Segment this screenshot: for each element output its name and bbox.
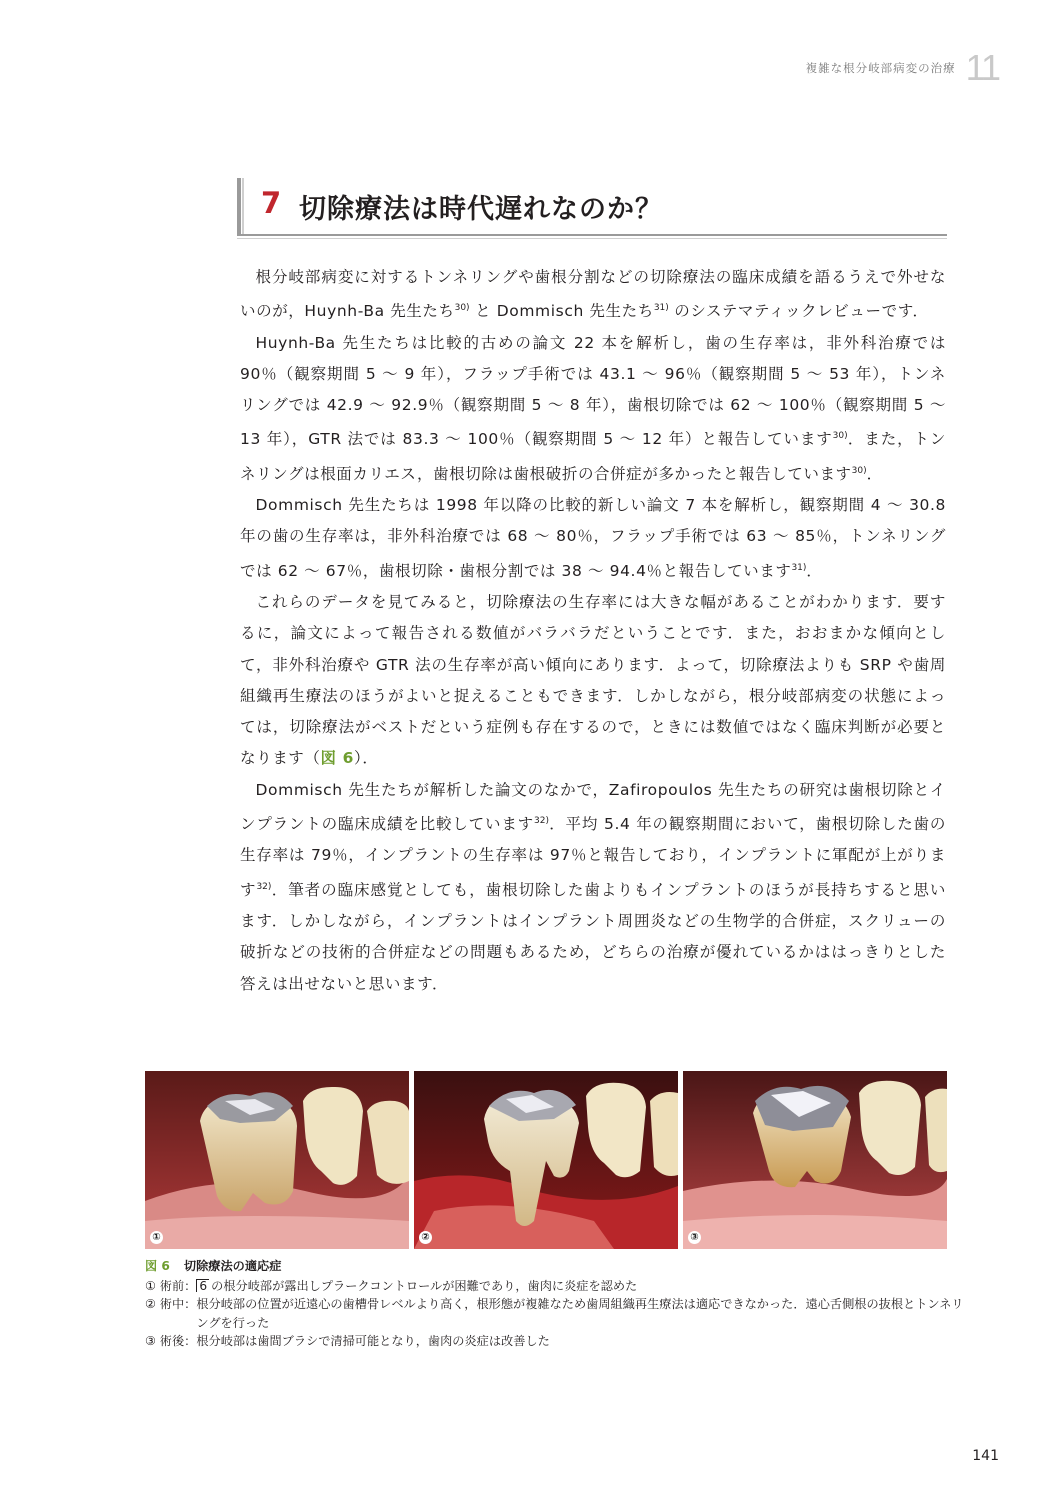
caption-label: ② 術中： (145, 1297, 197, 1311)
paragraph-2 (240, 328, 946, 490)
heading-bar-light (242, 178, 244, 236)
photo-marker: ① (150, 1231, 163, 1244)
running-head-title: 複雑な根分岐部病変の治療 (805, 61, 956, 75)
text-run: ． (806, 561, 823, 580)
text-run: 根分岐部病変に対するトンネリングや歯根分割などの切除療法の臨床成績を語るうえで外せないのが，Huynh-Ba 先生たち (240, 268, 946, 321)
text-run: Dommisch 先生たちが解析した論文のなかで，Zafiropoulos 先生たちの研究は歯根切除とインプラントの臨床成績を比較しています (240, 780, 946, 834)
chapter-number: 11 (965, 47, 999, 88)
caption-text: 根分岐部は歯間ブラシで清掃可能となり，歯肉の炎症は改善した (196, 1334, 550, 1348)
citation-ref: 30) (832, 431, 848, 442)
text-run: ）． (354, 749, 379, 768)
paragraph-3 (240, 490, 946, 587)
citation-ref: 30) (851, 465, 867, 476)
section-title: 切除療法は時代遅れなのか？ (299, 194, 663, 225)
text-run: ． (866, 464, 883, 483)
text-run: と Dommisch 先生たち (469, 302, 654, 321)
heading-underline-light (237, 238, 947, 239)
heading-underline (237, 234, 947, 236)
body-text (240, 262, 946, 1000)
caption-text (196, 1277, 965, 1296)
text-run: のシステマティックレビューです． (668, 302, 929, 321)
text-run: これらのデータを見てみると，切除療法の生存率には大きな幅があることがわかります．要するに，論文によって報告される数値がバラバラだということです．また，おおまかな傾向として，非外科治療や GTR 法の生存率が高い傾向にあります．よって，切除療法よりも SRP や歯周組織再生療法のほうがよいと捉えることもできます．しかしながら，根分岐部病変の状態によっては，切除療法がベストだという症例も存在するので，ときには数値ではなく臨床判断が必要となります（ (240, 592, 946, 768)
citation-ref: 31) (791, 562, 807, 573)
tooth-number: 6 (196, 1279, 209, 1292)
text-run: ．平均 5.4 年の観察期間において，歯根切除した歯の生存率は 79％，インプラントの生存率は 97％と報告しており，インプラントに軍配が上がります (240, 815, 946, 899)
photo-marker: ③ (688, 1231, 701, 1244)
citation-ref: 32) (256, 881, 272, 892)
caption-text-run: の根分岐部が露出しプラークコントロールが困難であり，歯肉に炎症を認めた (211, 1278, 638, 1293)
photo-preoperative (145, 1071, 409, 1249)
photo-intraoperative (414, 1071, 678, 1249)
citation-ref: 31) (653, 303, 669, 314)
caption-label: ① 術前： (145, 1278, 197, 1293)
caption-item (145, 1295, 965, 1332)
photo-marker: ② (419, 1231, 432, 1244)
section-heading (237, 178, 947, 236)
caption-title-text: 切除療法の適応症 (183, 1259, 282, 1273)
caption-text: 根分岐部の位置が近遠心の歯槽骨レベルより高く，根形態が複雑なため歯周組織再生療法は適応できなかった．遠心舌側根の抜根とトンネリングを行った (196, 1297, 964, 1330)
photo-postoperative (683, 1071, 947, 1249)
caption-item (145, 1332, 965, 1351)
running-head (805, 47, 999, 88)
caption-title (145, 1257, 965, 1276)
caption-label: ③ 術後： (145, 1334, 197, 1348)
page-number: 141 (972, 1448, 999, 1464)
figure-reference: 図 6 (320, 749, 354, 768)
text-run: ．筆者の臨床感覚としても，歯根切除した歯よりもインプラントのほうが長持ちすると思います．しかしながら，インプラントはインプラント周囲炎などの生物学的合併症，スクリューの破折などの技術的合併症などの問題もあるため，どちらの治療が優れているかははっきりとした答えは出せないと思います． (240, 880, 946, 993)
heading-bar (237, 178, 241, 236)
paragraph-5 (240, 775, 946, 1000)
caption-figure-number: 図 6 (145, 1259, 170, 1273)
caption-item (145, 1277, 965, 1296)
text-run: Dommisch 先生たちは 1998 年以降の比較的新しい論文 7 本を解析し，観察期間 4 ～ 30.8 年の歯の生存率は，非外科治療では 68 ～ 80％，フラップ手術では 63 ～ 85％，トンネリングでは 62 ～ 67％，歯根切除・歯根分割では 38 ～ 94.4％と報告しています (240, 496, 946, 580)
figure-caption (145, 1257, 965, 1351)
paragraph-4 (240, 587, 946, 775)
section-number: 7 (261, 186, 282, 220)
text-run: Huynh-Ba 先生たちは比較的古めの論文 22 本を解析し，歯の生存率は，非外科治療では 90％（観察期間 5 ～ 9 年），フラップ手術では 43.1 ～ 96％（観察期間 5 ～ 53 年），トンネリングでは 42.9 ～ 92.9％（観察期間 5 ～ 8 年），歯根切除では 62 ～ 100％（観察期間 5 ～ 13 年），GTR 法では 83.3 ～ 100％（観察期間 5 ～ 12 年）と報告しています (240, 333, 946, 449)
paragraph-1 (240, 262, 946, 328)
citation-ref: 32) (534, 816, 549, 827)
text-run: ．また，トンネリングは根面カリエス，歯根切除は歯根破折の合併症が多かったと報告しています (240, 430, 946, 483)
citation-ref: 30) (454, 303, 470, 314)
figure-photos (145, 1071, 947, 1249)
